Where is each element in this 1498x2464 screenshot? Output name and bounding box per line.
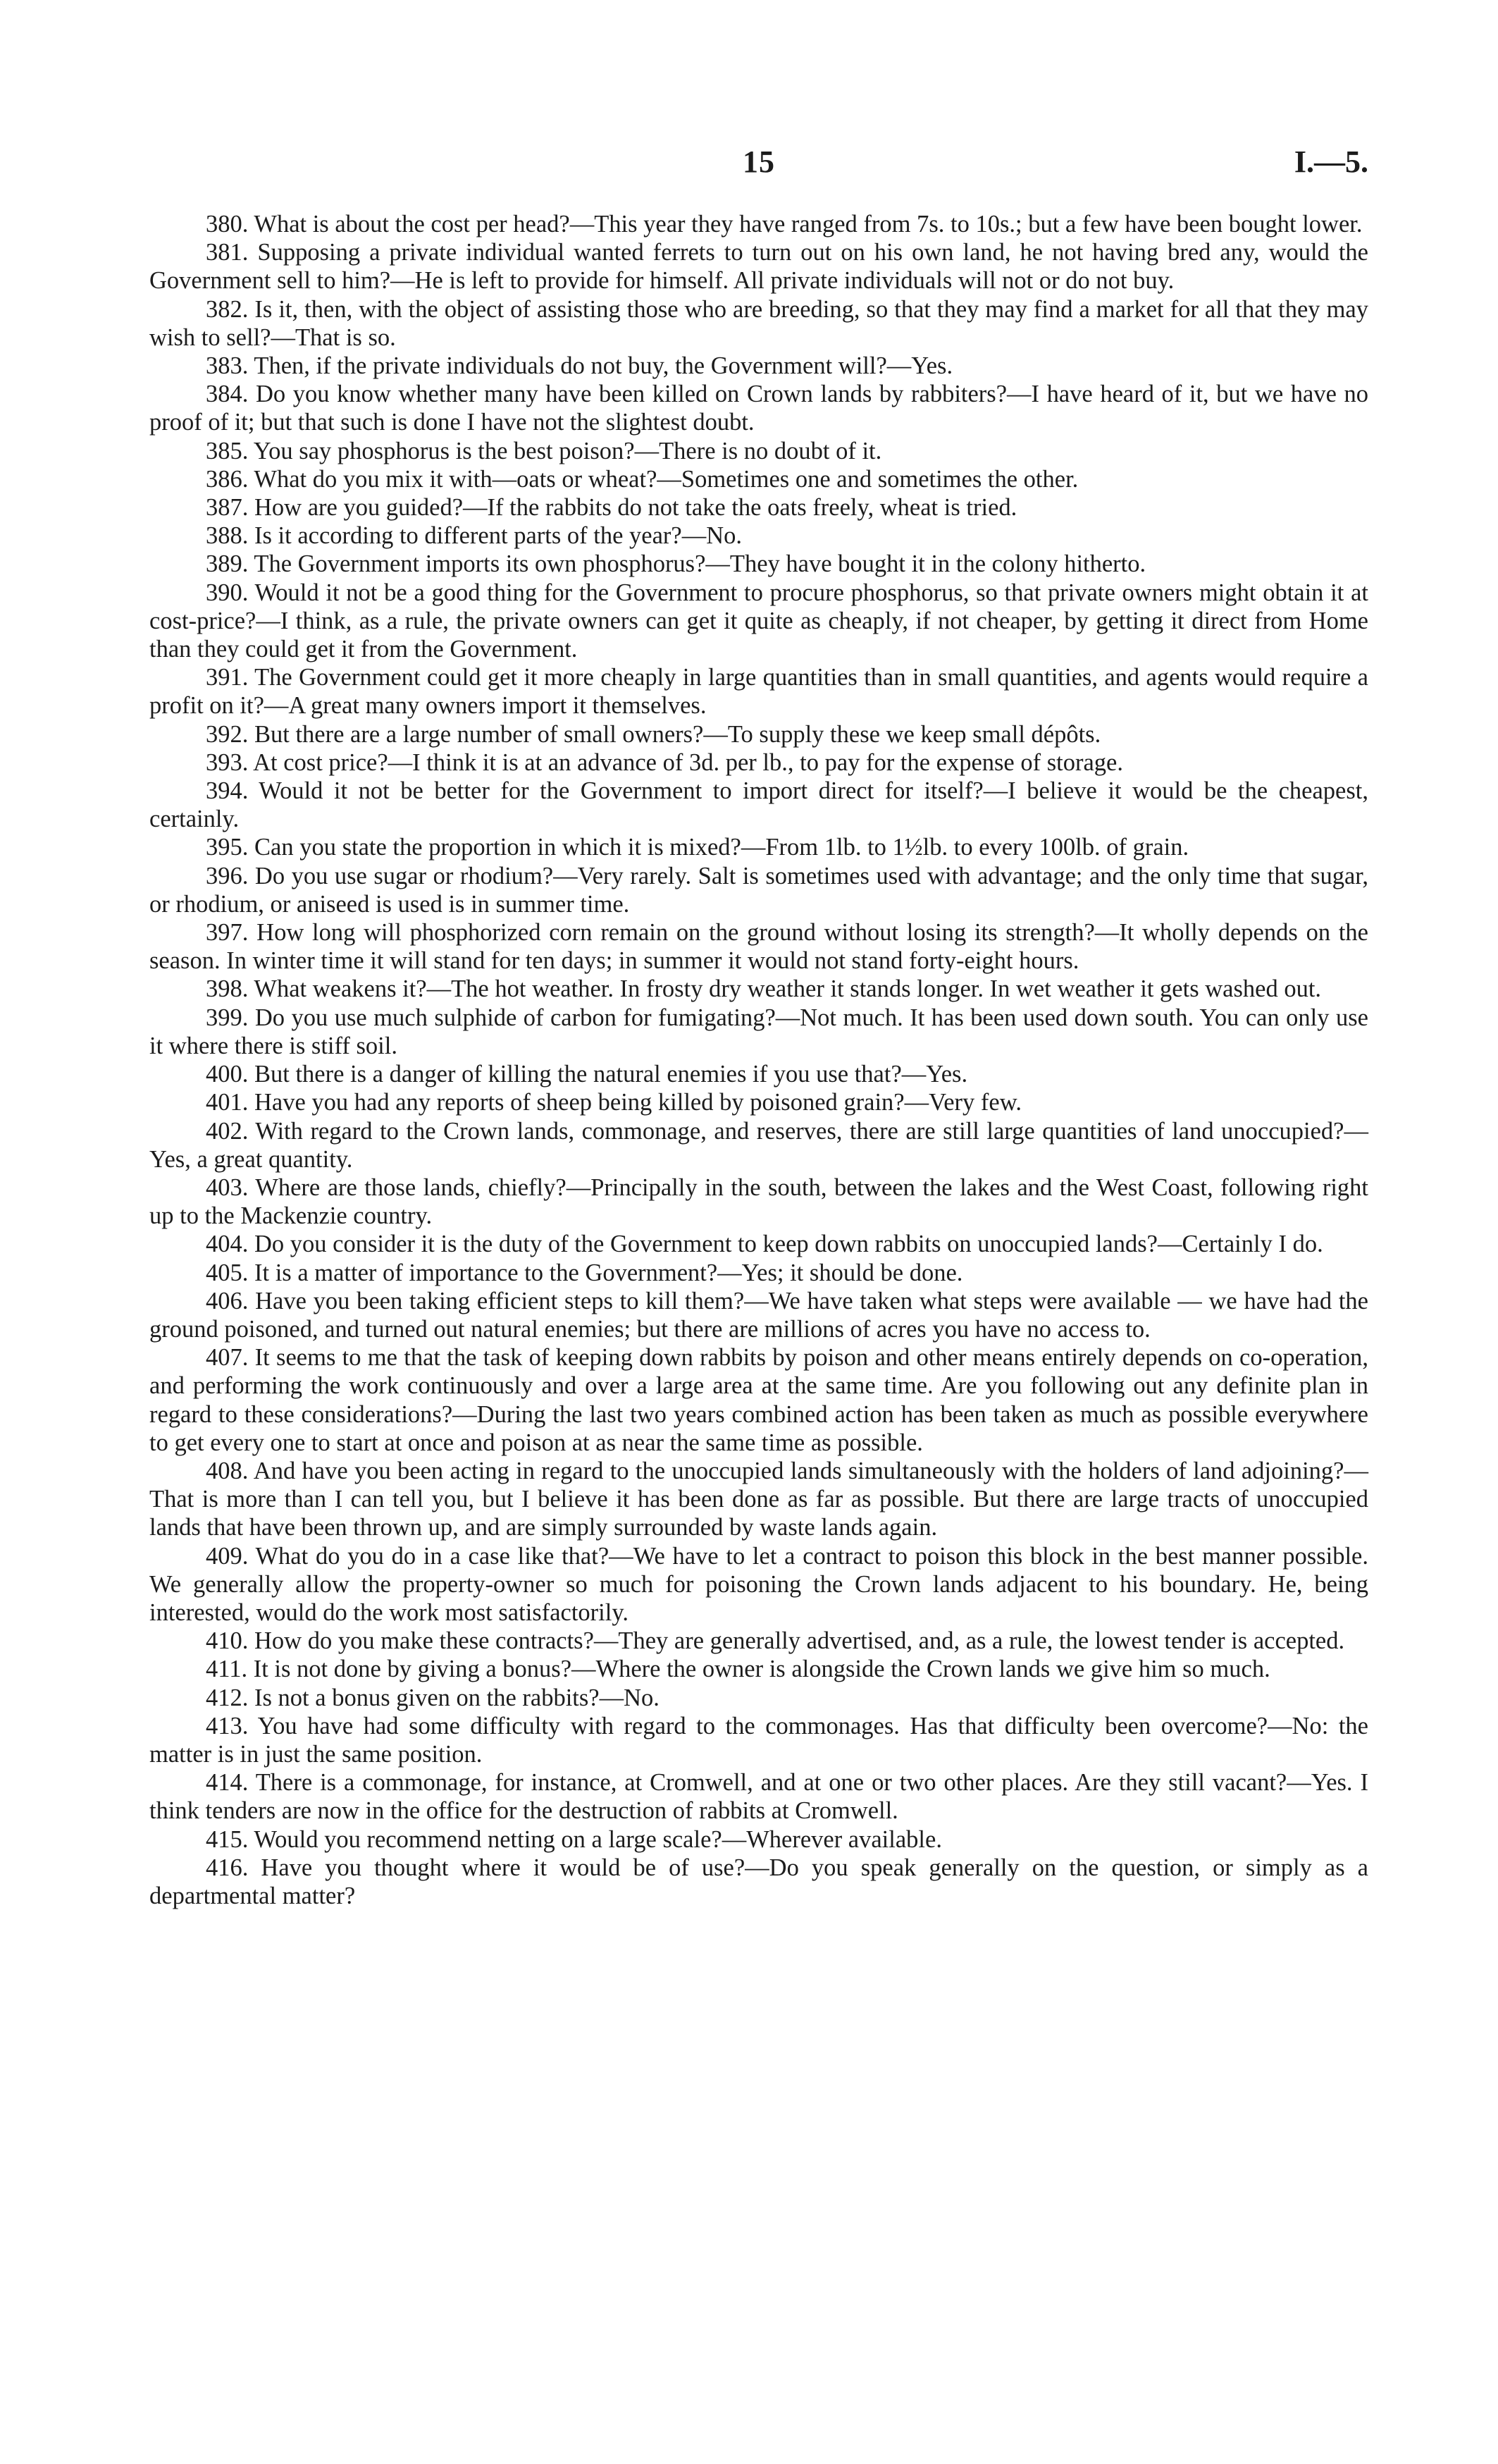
question-396: 396. Do you use sugar or rhodium?—Very rarely. Salt is sometimes used with advantage; and the only time that sugar, or rhodium, or aniseed is used is in summer time. <box>149 862 1368 918</box>
question-387: 387. How are you guided?—If the rabbits do not take the oats freely, wheat is tried. <box>206 494 1017 522</box>
testimony-body <box>149 210 1368 1910</box>
question-415: 415. Would you recommend netting on a large scale?—Wherever available. <box>206 1825 942 1853</box>
question-381: 381. Supposing a private individual wanted ferrets to turn out on his own land, he not having bred any, would the Government sell to him?—He is left to provide for himself. All private individuals will not or do not buy. <box>149 239 1368 295</box>
question-402: 402. With regard to the Crown lands, commonage, and reserves, there are still large quantities of land unoccupied?—Yes, a great quantity. <box>149 1117 1368 1173</box>
paper-reference: I.—5. <box>1294 144 1368 179</box>
question-411: 411. It is not done by giving a bonus?—Where the owner is alongside the Crown lands we give him so much. <box>206 1656 1270 1683</box>
question-384: 384. Do you know whether many have been killed on Crown lands by rabbiters?—I have heard of it, but we have no proof of it; but that such is done I have not the slightest doubt. <box>149 381 1368 436</box>
question-403: 403. Where are those lands, chiefly?—Principally in the south, between the lakes and the West Coast, following right up to the Mackenzie country. <box>149 1174 1368 1230</box>
question-406: 406. Have you been taking efficient steps to kill them?—We have taken what steps were available — we have had the ground poisoned, and turned out natural enemies; but there are millions of acres you have no access to. <box>149 1287 1368 1343</box>
question-413: 413. You have had some difficulty with regard to the commonages. Has that difficulty been overcome?—No: the matter is in just the same position. <box>149 1712 1368 1768</box>
question-382: 382. Is it, then, with the object of assisting those who are breeding, so that they may find a market for all that they may wish to sell?—That is so. <box>149 295 1368 351</box>
question-390: 390. Would it not be a good thing for the Government to procure phosphorus, so that private owners might obtain it at cost-price?—I think, as a rule, the private owners can get it quite as cheaply, if not cheaper, by getting it direct from Home than they could get it from the Government. <box>149 579 1368 663</box>
question-409: 409. What do you do in a case like that?—We have to let a contract to poison this block in the best manner possible. We generally allow the property-owner so much for poisoning the Crown lands adjacent to his boundary. He, being interested, would do the work most satisfactorily. <box>149 1542 1368 1626</box>
question-400: 400. But there is a danger of killing the natural enemies if you use that?—Yes. <box>206 1061 968 1088</box>
question-408: 408. And have you been acting in regard to the unoccupied lands simultaneously with the holders of land adjoining?—That is more than I can tell you, but I believe it has been done as far as possible. But there are large tracts of unoccupied lands that have been thrown up, and are simply surrounded by waste lands again. <box>149 1457 1368 1541</box>
question-401: 401. Have you had any reports of sheep being killed by poisoned grain?—Very few. <box>206 1089 1022 1116</box>
question-391: 391. The Government could get it more cheaply in large quantities than in small quantities, and agents would require a profit on it?—A great many owners import it themselves. <box>149 664 1368 720</box>
question-399: 399. Do you use much sulphide of carbon for fumigating?—Not much. It has been used down south. You can only use it where there is stiff soil. <box>149 1004 1368 1059</box>
question-414: 414. There is a commonage, for instance, at Cromwell, and at one or two other places. Are they still vacant?—Yes. I think tenders are now in the office for the destruction of rabbits at Cromwell. <box>149 1769 1368 1825</box>
question-388: 388. Is it according to different parts of the year?—No. <box>206 522 742 550</box>
question-395: 395. Can you state the proportion in which it is mixed?—From 1lb. to 1½lb. to every 100lb. of grain. <box>206 834 1189 861</box>
question-412: 412. Is not a bonus given on the rabbits?—No. <box>206 1684 660 1711</box>
question-416: 416. Have you thought where it would be of use?—Do you speak generally on the question, or simply as a departmental matter? <box>149 1854 1368 1909</box>
question-383: 383. Then, if the private individuals do not buy, the Government will?—Yes. <box>206 352 953 380</box>
question-398: 398. What weakens it?—The hot weather. In frosty dry weather it stands longer. In wet weather it gets washed out. <box>206 975 1322 1003</box>
question-385: 385. You say phosphorus is the best poison?—There is no doubt of it. <box>206 437 882 464</box>
question-393: 393. At cost price?—I think it is at an advance of 3d. per lb., to pay for the expense of storage. <box>206 749 1123 776</box>
question-407: 407. It seems to me that the task of keeping down rabbits by poison and other means entirely depends on co-operation, and performing the work continuously and over a large area at the same time. Are you following out any definite plan in regard to these considerations?—During the last two years combined action has been taken as much as possible everywhere to get every one to start at once and poison at as near the same time as possible. <box>149 1344 1368 1456</box>
question-410: 410. How do you make these contracts?—They are generally advertised, and, as a rule, the lowest tender is accepted. <box>206 1627 1345 1655</box>
question-397: 397. How long will phosphorized corn remain on the ground without losing its strength?—It wholly depends on the season. In winter time it will stand for ten days; in summer it would not stand forty-eight hours. <box>149 919 1368 975</box>
question-394: 394. Would it not be better for the Government to import direct for itself?—I believe it would be the cheapest, certainly. <box>149 777 1368 833</box>
question-392: 392. But there are a large number of small owners?—To supply these we keep small dépôts. <box>206 720 1101 748</box>
question-405: 405. It is a matter of importance to the Government?—Yes; it should be done. <box>206 1259 963 1286</box>
question-404: 404. Do you consider it is the duty of the Government to keep down rabbits on unoccupied lands?—Certainly I do. <box>206 1231 1323 1258</box>
question-380: 380. What is about the cost per head?—This year they have ranged from 7s. to 10s.; but a few have been bought lower. <box>206 211 1363 238</box>
page-header <box>149 144 1368 186</box>
page-number: 15 <box>743 144 775 179</box>
question-389: 389. The Government imports its own phosphorus?—They have bought it in the colony hitherto. <box>206 550 1146 578</box>
question-386: 386. What do you mix it with—oats or wheat?—Sometimes one and sometimes the other. <box>206 465 1079 493</box>
